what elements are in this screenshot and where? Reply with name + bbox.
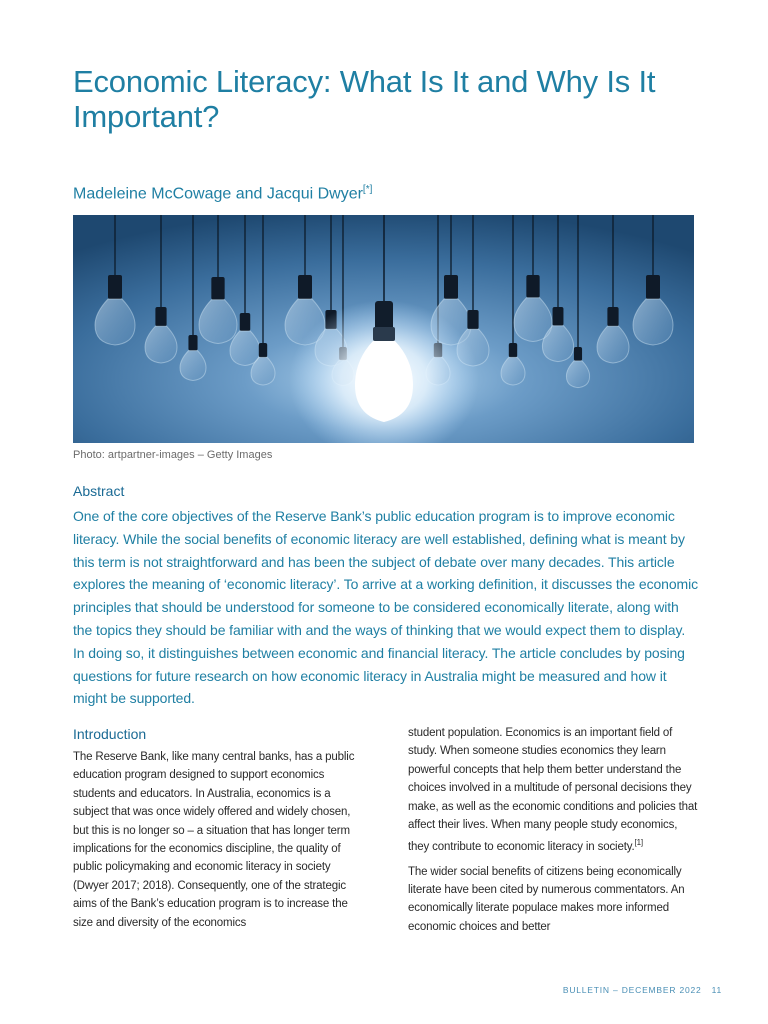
page-footer [563, 985, 722, 995]
article-title: Economic Literacy: What Is It and Why Is It Important? [73, 64, 656, 134]
introduction-paragraph-2 [408, 724, 698, 857]
abstract-heading: Abstract [73, 483, 125, 499]
photo-caption: Photo: artpartner-images – Getty Images [73, 449, 273, 461]
right-column [408, 724, 698, 942]
lightbulbs-photo [73, 215, 694, 443]
left-column [73, 724, 363, 938]
author-footnote-link[interactable]: [*] [362, 184, 373, 195]
abstract-text: One of the core objectives of the Reserve Bank’s public education program is to improve economic literacy. While the social benefits of economic literacy are well established, defining what is meant by this term is not straightforward and has been the subject of debate over many decades. This article explores the meaning of ‘economic literacy’. To arrive at a working definition, it discusses the economic principles that should be understood for someone to be considered economically literate, along with the topics they should be familiar with and the ways of thinking that we would expect them to display. In doing so, it distinguishes between economic and financial literacy. The article concludes by posing questions for future research on how economic literacy in Australia might be measured and how it might be supported. [73, 508, 698, 707]
footnote-1-link[interactable]: [1] [634, 838, 643, 848]
introduction-paragraph-3: The wider social benefits of citizens being economically literate have been cited by numerous commentators. An economically literate populace makes more informed economic choices and better [408, 865, 685, 933]
introduction-paragraph-2-text: student population. Economics is an important field of study. When someone studies economics they learn powerful concepts that help them better understand the choices involved in a multitude of personal decisions they make, as well as the economic conditions and policies that affect their lives. When many people study economics, they contribute to economic literacy in society. [408, 727, 698, 854]
publication-name: BULLETIN – DECEMBER 2022 [562, 985, 702, 995]
introduction-heading: Introduction [73, 726, 147, 742]
page-number: 11 [711, 985, 722, 995]
author-line [73, 184, 372, 203]
author-names: Madeleine McCowage and Jacqui Dwyer [73, 185, 363, 203]
introduction-paragraph-1: The Reserve Bank, like many central banks, has a public education program designed to support economics students and educators. In Australia, economics is a subject that was once widely offered and widely chosen, but this is no longer so – a situation that has longer term implications for the economics discipline, the quality of public policymaking and economic literacy in society (Dwyer 2017; 2018). Consequently, one of the strategic aims of the Bank’s education program is to increase the size and diversity of the economics [73, 751, 355, 929]
